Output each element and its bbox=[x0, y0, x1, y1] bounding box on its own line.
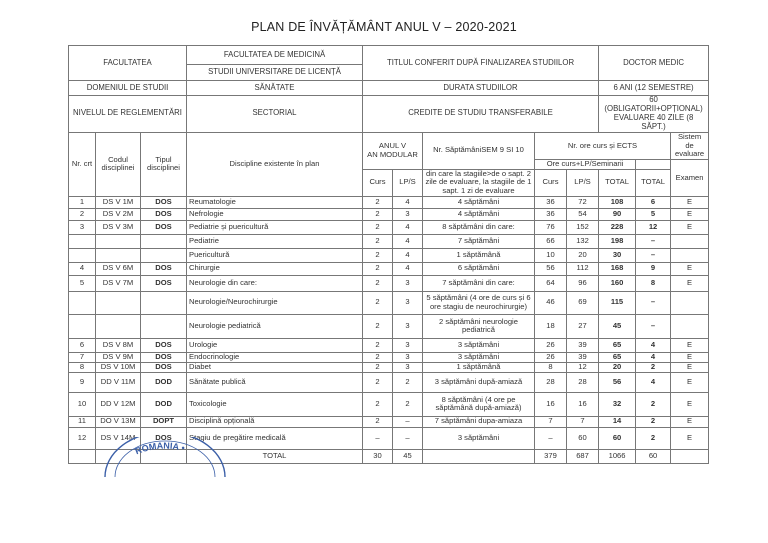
stamp bbox=[100, 437, 230, 477]
total-label: TOTAL bbox=[187, 449, 363, 463]
table-row bbox=[69, 220, 709, 234]
col-tip: Tipul disciplinei bbox=[141, 132, 187, 196]
cell-sapt: 3 săptămâni bbox=[423, 352, 535, 362]
cell-cod: DS V 8M bbox=[96, 338, 141, 352]
cell-olp: 27 bbox=[567, 314, 599, 338]
cell-nr: 1 bbox=[69, 196, 96, 208]
cell-ects: 8 bbox=[636, 275, 671, 291]
cell-cod: DS V 7M bbox=[96, 275, 141, 291]
cell-tot: 108 bbox=[599, 196, 636, 208]
cell-tip: DOS bbox=[141, 362, 187, 372]
cell-cod: DS V 3M bbox=[96, 220, 141, 234]
cell-nr: 4 bbox=[69, 262, 96, 275]
cell-oc: 46 bbox=[535, 291, 567, 314]
cell-oc: 28 bbox=[535, 372, 567, 392]
col-ore-curs: Curs bbox=[535, 169, 567, 196]
cell-tot: 20 bbox=[599, 362, 636, 372]
col-curs: Curs bbox=[363, 169, 393, 196]
cell-disc: Neurologie din care: bbox=[187, 275, 363, 291]
cell-ects: – bbox=[636, 234, 671, 248]
table-row bbox=[69, 291, 709, 314]
cell-olp: 60 bbox=[567, 427, 599, 449]
cell-disc: Neurologie pediatrică bbox=[187, 314, 363, 338]
cell-olp: 69 bbox=[567, 291, 599, 314]
cell-ects: 6 bbox=[636, 196, 671, 208]
titlul-value: DOCTOR MEDIC bbox=[599, 46, 709, 81]
cell-tot: 56 bbox=[599, 372, 636, 392]
cell-tot: 198 bbox=[599, 234, 636, 248]
cell-tot: 168 bbox=[599, 262, 636, 275]
cell-olp: 112 bbox=[567, 262, 599, 275]
cell-nr: 9 bbox=[69, 372, 96, 392]
cell-lps: 4 bbox=[393, 220, 423, 234]
cell-disc: Pediatrie bbox=[187, 234, 363, 248]
cell-cod bbox=[96, 291, 141, 314]
cell-disc: Urologie bbox=[187, 338, 363, 352]
table-row bbox=[69, 234, 709, 248]
cell-tot: 45 bbox=[599, 314, 636, 338]
col-sistem: Sistem de evaluare bbox=[671, 132, 709, 159]
cell-tot: 160 bbox=[599, 275, 636, 291]
cell-tip: DOS bbox=[141, 338, 187, 352]
nivelul-value: SECTORIAL bbox=[187, 96, 363, 133]
cell-curs: 2 bbox=[363, 262, 393, 275]
cell-disc: Toxicologie bbox=[187, 392, 363, 416]
cell-nr bbox=[69, 314, 96, 338]
cell-oc: 64 bbox=[535, 275, 567, 291]
cell-nr: 7 bbox=[69, 352, 96, 362]
cell-curs: 2 bbox=[363, 372, 393, 392]
cell-curs: 2 bbox=[363, 392, 393, 416]
cell-nr bbox=[69, 248, 96, 262]
cell-curs: 2 bbox=[363, 362, 393, 372]
cell-ex: E bbox=[671, 338, 709, 352]
cell-curs: 2 bbox=[363, 234, 393, 248]
cell-lps: 3 bbox=[393, 338, 423, 352]
cell-disc: Nefrologie bbox=[187, 208, 363, 220]
cell-cod bbox=[96, 314, 141, 338]
cell-tot: 65 bbox=[599, 352, 636, 362]
cell-cod: DS V 1M bbox=[96, 196, 141, 208]
cell-sapt: 7 săptămâni din care: bbox=[423, 275, 535, 291]
cell-sapt: 5 săptămâni (4 ore de curs și 6 ore stagiu de neurochirurgie) bbox=[423, 291, 535, 314]
cell-nr: 11 bbox=[69, 416, 96, 427]
cell-olp: 12 bbox=[567, 362, 599, 372]
cell-tip bbox=[141, 314, 187, 338]
cell-olp: 28 bbox=[567, 372, 599, 392]
cell-sapt: 3 săptămâni bbox=[423, 427, 535, 449]
cell-ects: – bbox=[636, 291, 671, 314]
cell-sapt: 3 săptămâni după-amiază bbox=[423, 372, 535, 392]
cell-tot: 90 bbox=[599, 208, 636, 220]
cell-lps: 2 bbox=[393, 372, 423, 392]
cell-ects: 4 bbox=[636, 352, 671, 362]
cell-tip bbox=[141, 234, 187, 248]
cell-ects: 9 bbox=[636, 262, 671, 275]
col-anul-label: ANUL V bbox=[378, 141, 407, 151]
cell-curs: 2 bbox=[363, 352, 393, 362]
cell-tip: DOD bbox=[141, 372, 187, 392]
cell-disc: Endocrinologie bbox=[187, 352, 363, 362]
blank bbox=[423, 449, 535, 463]
cell-ex: E bbox=[671, 372, 709, 392]
credite-value-1: 60 (OBLIGATORII+OPȚIONAL) bbox=[604, 95, 703, 113]
cell-nr: 2 bbox=[69, 208, 96, 220]
cell-cod bbox=[96, 234, 141, 248]
cell-cod bbox=[96, 248, 141, 262]
cell-nr: 6 bbox=[69, 338, 96, 352]
cell-nr bbox=[69, 291, 96, 314]
total-ects: 60 bbox=[636, 449, 671, 463]
cell-tip: DOD bbox=[141, 392, 187, 416]
table-row bbox=[69, 248, 709, 262]
col-ore-lps: LP/S bbox=[567, 169, 599, 196]
cell-olp: 39 bbox=[567, 352, 599, 362]
cell-disc: Disciplină opțională bbox=[187, 416, 363, 427]
cell-curs: 2 bbox=[363, 314, 393, 338]
cell-tot: 14 bbox=[599, 416, 636, 427]
table-row bbox=[69, 275, 709, 291]
facultatea-label: FACULTATEA bbox=[69, 46, 187, 81]
cell-olp: 20 bbox=[567, 248, 599, 262]
titlul-label: TITLUL CONFERIT DUPĂ FINALIZAREA STUDIILOR bbox=[363, 46, 599, 81]
cell-tot: 65 bbox=[599, 338, 636, 352]
cell-tip: DOS bbox=[141, 196, 187, 208]
cell-lps: 3 bbox=[393, 362, 423, 372]
cell-lps: 3 bbox=[393, 275, 423, 291]
cell-olp: 152 bbox=[567, 220, 599, 234]
cell-disc: Stagiu de pregătire medicală bbox=[187, 427, 363, 449]
total-curs: 30 bbox=[363, 449, 393, 463]
cell-sapt: 4 săptămâni bbox=[423, 196, 535, 208]
cell-tip: DOS bbox=[141, 208, 187, 220]
cell-ex: E bbox=[671, 262, 709, 275]
cell-ects: 2 bbox=[636, 392, 671, 416]
blank bbox=[671, 449, 709, 463]
cell-oc: 76 bbox=[535, 220, 567, 234]
cell-olp: 16 bbox=[567, 392, 599, 416]
cell-ex: E bbox=[671, 275, 709, 291]
total-olp: 687 bbox=[567, 449, 599, 463]
cell-ex bbox=[671, 234, 709, 248]
domeniul-label: DOMENIUL DE STUDII bbox=[69, 81, 187, 96]
cell-lps: 3 bbox=[393, 352, 423, 362]
cell-sapt: 1 săptămână bbox=[423, 362, 535, 372]
cell-ects: 2 bbox=[636, 362, 671, 372]
col-examen: Examen bbox=[671, 159, 709, 196]
curriculum-table bbox=[68, 45, 709, 464]
cell-nr: 5 bbox=[69, 275, 96, 291]
cell-ects: 2 bbox=[636, 416, 671, 427]
table-row bbox=[69, 196, 709, 208]
cell-sapt: 3 săptămâni bbox=[423, 338, 535, 352]
cell-cod: DO V 13M bbox=[96, 416, 141, 427]
cell-cod: DD V 12M bbox=[96, 392, 141, 416]
cell-lps: 4 bbox=[393, 248, 423, 262]
cell-disc: Chirurgie bbox=[187, 262, 363, 275]
cell-lps: 3 bbox=[393, 314, 423, 338]
cell-tip: DOS bbox=[141, 262, 187, 275]
cell-curs: 2 bbox=[363, 416, 393, 427]
col-ore: Nr. ore curs și ECTS bbox=[535, 132, 671, 159]
cell-curs: 2 bbox=[363, 196, 393, 208]
cell-olp: 132 bbox=[567, 234, 599, 248]
blank bbox=[636, 159, 671, 169]
cell-oc: – bbox=[535, 427, 567, 449]
cell-tip: DOS bbox=[141, 275, 187, 291]
cell-sapt: 7 săptămâni bbox=[423, 234, 535, 248]
cell-olp: 72 bbox=[567, 196, 599, 208]
cell-nr: 12 bbox=[69, 427, 96, 449]
cell-oc: 16 bbox=[535, 392, 567, 416]
cell-curs: 2 bbox=[363, 338, 393, 352]
cell-olp: 96 bbox=[567, 275, 599, 291]
cell-nr bbox=[69, 234, 96, 248]
cell-oc: 7 bbox=[535, 416, 567, 427]
table-row bbox=[69, 314, 709, 338]
cell-cod: DS V 9M bbox=[96, 352, 141, 362]
cell-oc: 26 bbox=[535, 352, 567, 362]
total-tot: 1066 bbox=[599, 449, 636, 463]
cell-nr: 10 bbox=[69, 392, 96, 416]
cell-disc: Sănătate publică bbox=[187, 372, 363, 392]
blank bbox=[69, 449, 96, 463]
cell-cod: DS V 14M bbox=[96, 427, 141, 449]
cell-olp: 7 bbox=[567, 416, 599, 427]
cell-tot: 115 bbox=[599, 291, 636, 314]
cell-disc: Puericultură bbox=[187, 248, 363, 262]
credite-value bbox=[599, 96, 709, 133]
table-row bbox=[69, 372, 709, 392]
studii-value: STUDII UNIVERSITARE DE LICENȚĂ bbox=[187, 65, 363, 81]
table-row bbox=[69, 416, 709, 427]
cell-olp: 54 bbox=[567, 208, 599, 220]
cell-oc: 8 bbox=[535, 362, 567, 372]
cell-lps: 4 bbox=[393, 196, 423, 208]
durata-value: 6 ANI (12 SEMESTRE) bbox=[599, 81, 709, 96]
cell-ects: – bbox=[636, 314, 671, 338]
cell-curs: 2 bbox=[363, 208, 393, 220]
col-disc: Discipline existente în plan bbox=[187, 132, 363, 196]
cell-curs: 2 bbox=[363, 220, 393, 234]
cell-lps: 2 bbox=[393, 392, 423, 416]
cell-cod: DS V 10M bbox=[96, 362, 141, 372]
cell-oc: 10 bbox=[535, 248, 567, 262]
table-row bbox=[69, 338, 709, 352]
cell-sapt: 1 săptămână bbox=[423, 248, 535, 262]
cell-ex: E bbox=[671, 392, 709, 416]
cell-ects: 4 bbox=[636, 372, 671, 392]
col-nr: Nr. crt bbox=[69, 132, 96, 196]
cell-ects: 12 bbox=[636, 220, 671, 234]
cell-disc: Pediatrie și puericultură bbox=[187, 220, 363, 234]
cell-sapt: 7 săptămâni dupa-amiaza bbox=[423, 416, 535, 427]
credite-value-2: EVALUARE 40 ZILE (8 SĂPT.) bbox=[613, 112, 694, 131]
cell-oc: 56 bbox=[535, 262, 567, 275]
col-ore-total: TOTAL bbox=[599, 169, 636, 196]
cell-cod: DS V 2M bbox=[96, 208, 141, 220]
facultatea-value: FACULTATEA DE MEDICINĂ bbox=[187, 46, 363, 65]
col-anul-sub: AN MODULAR bbox=[367, 149, 418, 159]
cell-ex: E bbox=[671, 196, 709, 208]
cell-ex bbox=[671, 248, 709, 262]
cell-cod: DD V 11M bbox=[96, 372, 141, 392]
durata-label: DURATA STUDIILOR bbox=[363, 81, 599, 96]
cell-sapt: 8 săptămâni din care: bbox=[423, 220, 535, 234]
cell-tip: DOS bbox=[141, 427, 187, 449]
cell-tot: 32 bbox=[599, 392, 636, 416]
cell-sapt: 8 săptămâni (4 ore pe săptămână după-amiază) bbox=[423, 392, 535, 416]
cell-curs: – bbox=[363, 427, 393, 449]
cell-disc: Reumatologie bbox=[187, 196, 363, 208]
cell-sapt: 4 săptămâni bbox=[423, 208, 535, 220]
cell-disc: Diabet bbox=[187, 362, 363, 372]
table-row bbox=[69, 208, 709, 220]
cell-tot: 228 bbox=[599, 220, 636, 234]
cell-oc: 18 bbox=[535, 314, 567, 338]
cell-tip bbox=[141, 291, 187, 314]
col-cod: Codul disciplinei bbox=[96, 132, 141, 196]
cell-olp: 39 bbox=[567, 338, 599, 352]
cell-ex: E bbox=[671, 362, 709, 372]
col-ects-total: TOTAL bbox=[636, 169, 671, 196]
nivelul-label: NIVELUL DE REGLEMENTĂRI bbox=[69, 96, 187, 133]
credite-label: CREDITE DE STUDIU TRANSFERABILE bbox=[363, 96, 599, 133]
col-ore-sub: Ore curs+LP/Seminarii bbox=[535, 159, 636, 169]
cell-sapt: 6 săptămâni bbox=[423, 262, 535, 275]
cell-lps: 3 bbox=[393, 208, 423, 220]
page-title: PLAN DE ÎNVĂȚĂMÂNT ANUL V – 2020-2021 bbox=[251, 20, 517, 34]
cell-ects: 2 bbox=[636, 427, 671, 449]
cell-curs: 2 bbox=[363, 248, 393, 262]
cell-tot: 30 bbox=[599, 248, 636, 262]
cell-lps: – bbox=[393, 427, 423, 449]
cell-ex: E bbox=[671, 427, 709, 449]
cell-curs: 2 bbox=[363, 291, 393, 314]
cell-oc: 26 bbox=[535, 338, 567, 352]
cell-ex: E bbox=[671, 208, 709, 220]
table-row bbox=[69, 262, 709, 275]
domeniul-value: SĂNĂTATE bbox=[187, 81, 363, 96]
cell-lps: – bbox=[393, 416, 423, 427]
cell-oc: 36 bbox=[535, 196, 567, 208]
cell-curs: 2 bbox=[363, 275, 393, 291]
cell-nr: 8 bbox=[69, 362, 96, 372]
col-sapt-sub: din care la stagiile>de o sapt. 2 zile de evaluare, la stagiile de 1 sapt. 1 zi de evaluare bbox=[423, 169, 535, 196]
cell-sapt: 2 săptămâni neurologie pediatrică bbox=[423, 314, 535, 338]
table-row bbox=[69, 352, 709, 362]
cell-oc: 36 bbox=[535, 208, 567, 220]
svg-text:ROMANIA •: ROMANIA • bbox=[133, 440, 186, 457]
cell-tot: 60 bbox=[599, 427, 636, 449]
col-lps: LP/S bbox=[393, 169, 423, 196]
cell-ects: – bbox=[636, 248, 671, 262]
table-row bbox=[69, 392, 709, 416]
cell-ex: E bbox=[671, 220, 709, 234]
cell-ex bbox=[671, 291, 709, 314]
cell-tip: DOS bbox=[141, 352, 187, 362]
cell-tip: DOPT bbox=[141, 416, 187, 427]
total-lps: 45 bbox=[393, 449, 423, 463]
col-anul bbox=[363, 132, 423, 169]
cell-nr: 3 bbox=[69, 220, 96, 234]
cell-lps: 3 bbox=[393, 291, 423, 314]
cell-cod: DS V 6M bbox=[96, 262, 141, 275]
cell-oc: 66 bbox=[535, 234, 567, 248]
cell-lps: 4 bbox=[393, 262, 423, 275]
cell-ex: E bbox=[671, 352, 709, 362]
col-sapt: Nr. SăptămâniSEM 9 SI 10 bbox=[423, 132, 535, 169]
cell-ects: 4 bbox=[636, 338, 671, 352]
cell-ects: 5 bbox=[636, 208, 671, 220]
table-row bbox=[69, 362, 709, 372]
cell-ex bbox=[671, 314, 709, 338]
cell-tip bbox=[141, 248, 187, 262]
cell-lps: 4 bbox=[393, 234, 423, 248]
cell-ex: E bbox=[671, 416, 709, 427]
total-oc: 379 bbox=[535, 449, 567, 463]
cell-tip: DOS bbox=[141, 220, 187, 234]
cell-disc: Neurologie/Neurochirurgie bbox=[187, 291, 363, 314]
